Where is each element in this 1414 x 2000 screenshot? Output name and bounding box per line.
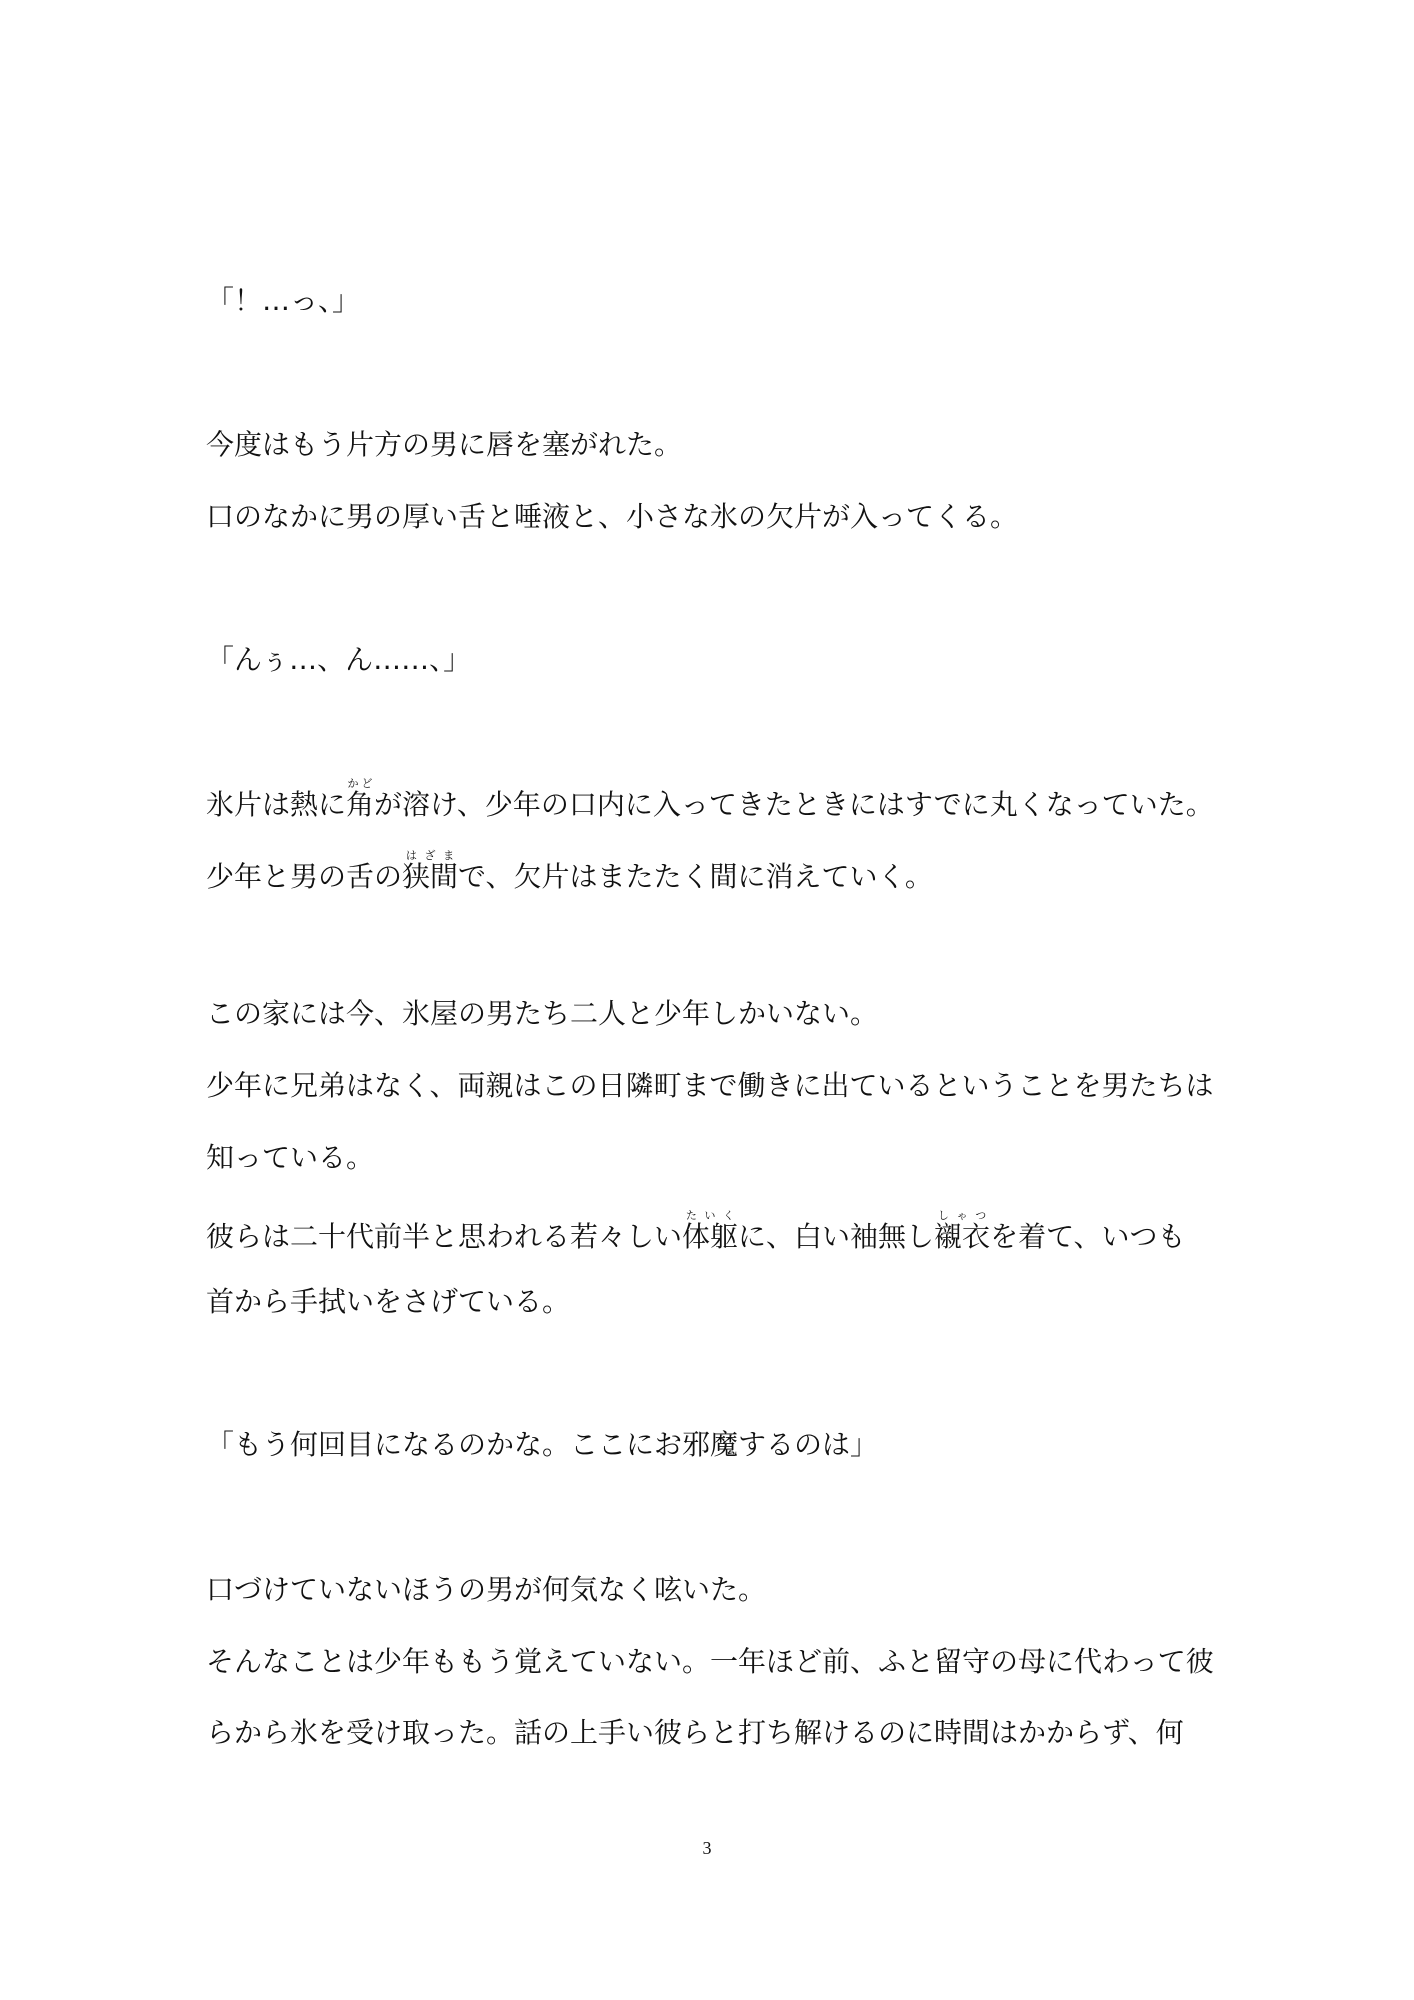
- ruby-base: 襯衣: [934, 1220, 991, 1253]
- page-number: 3: [702, 1838, 712, 1858]
- text-segment: 氷片は熱に: [206, 788, 347, 821]
- ruby-base: 体躯: [682, 1220, 739, 1253]
- text-line: [206, 849, 933, 897]
- ruby-annotation: [346, 777, 375, 821]
- ruby-reading: かど: [346, 777, 375, 790]
- text-line: らから氷を受け取った。話の上手い彼らと打ち解けるのに時間はかからず、何: [206, 1716, 1184, 1749]
- ruby-reading: はざま: [402, 849, 459, 862]
- text-line: 今度はもう片方の男に唇を塞がれた。: [206, 428, 683, 461]
- text-line: 「んぅ…、ん……、」: [206, 643, 472, 676]
- text-segment: で、欠片はまたたく間に消えていく。: [458, 860, 933, 893]
- text-line: 知っている。: [206, 1141, 375, 1174]
- text-line: 「もう何回目になるのかな。ここにお邪魔するのは」: [206, 1428, 879, 1461]
- text-line: 首から手拭いをさげている。: [206, 1285, 571, 1318]
- text-segment: 彼らは二十代前半と思われる若々しい: [206, 1220, 683, 1253]
- text-line: 少年に兄弟はなく、両親はこの日隣町まで働きに出ているということを男たちは: [206, 1069, 1214, 1102]
- ruby-reading: たいく: [682, 1209, 739, 1222]
- text-line: そんなことは少年ももう覚えていない。一年ほど前、ふと留守の母に代わって彼: [206, 1645, 1214, 1678]
- ruby-annotation: [682, 1209, 739, 1253]
- text-line: 口のなかに男の厚い舌と唾液と、小さな氷の欠片が入ってくる。: [206, 500, 1019, 533]
- text-line: [206, 777, 1214, 825]
- text-line: [206, 1209, 1186, 1257]
- ruby-annotation: [934, 1209, 991, 1253]
- ruby-base: 狭間: [402, 860, 459, 893]
- text-segment: に、白い袖無し: [738, 1220, 935, 1253]
- text-line: 「！…っ、」: [206, 284, 361, 317]
- text-line: 口づけていないほうの男が何気なく呟いた。: [206, 1573, 767, 1606]
- text-line: この家には今、氷屋の男たち二人と少年しかいない。: [206, 997, 879, 1030]
- ruby-annotation: [402, 849, 459, 893]
- text-segment: を着て、いつも: [990, 1220, 1186, 1253]
- ruby-reading: しゃつ: [934, 1209, 991, 1222]
- text-segment: 少年と男の舌の: [206, 860, 403, 893]
- text-segment: が溶け、少年の口内に入ってきたときにはすでに丸くなっていた。: [374, 788, 1214, 821]
- ruby-base: 角: [346, 788, 375, 821]
